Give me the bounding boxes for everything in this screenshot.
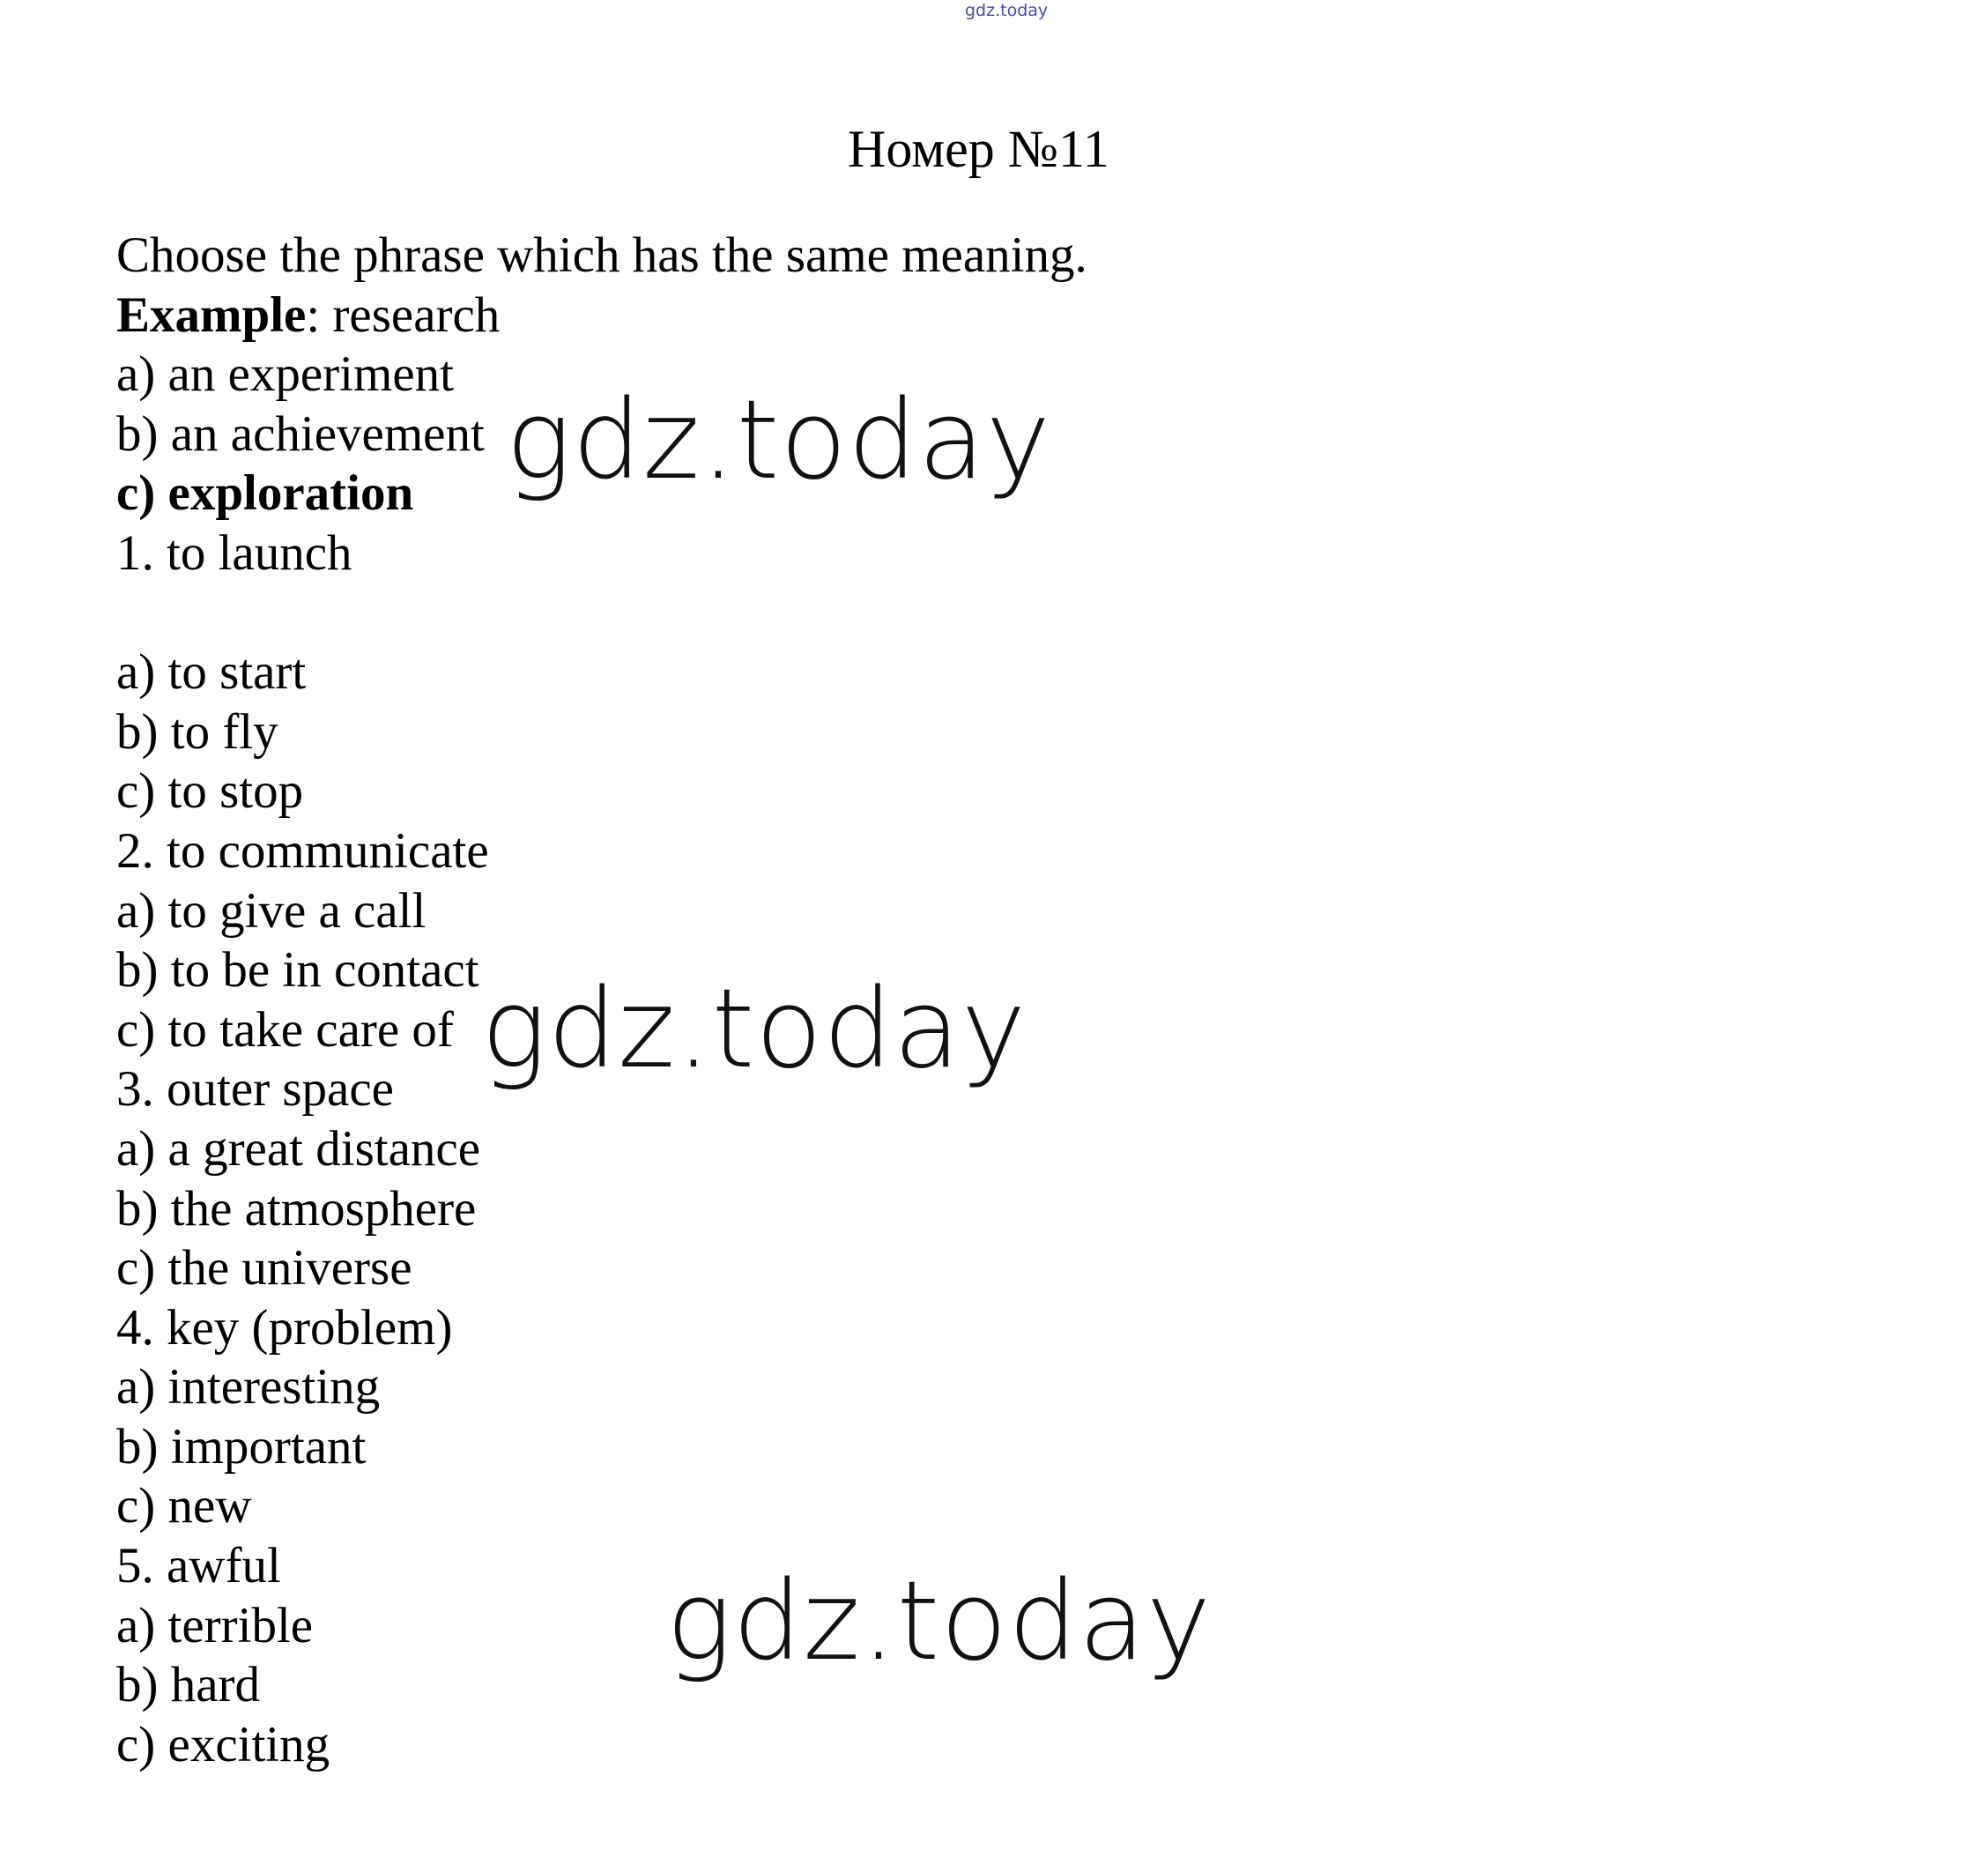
- example-label: Example: [116, 286, 307, 343]
- example-option-c-answer: c) exploration: [116, 465, 414, 522]
- item-3-option-a: a) a great distance: [116, 1120, 480, 1177]
- item-5-option-a: a) terrible: [116, 1597, 314, 1653]
- example-option-b: b) an achievement: [116, 405, 485, 462]
- item-5-option-c: c) exciting: [116, 1716, 330, 1772]
- watermark-logo: gdz.today: [506, 377, 1052, 504]
- item-4-option-a: a) interesting: [116, 1359, 381, 1415]
- item-3-option-b: b) the atmosphere: [116, 1180, 477, 1237]
- header-brand-logo: gdz.today: [965, 1, 1049, 20]
- item-2-option-b: b) to be in contact: [116, 942, 479, 999]
- item-1-option-c: c) to stop: [116, 763, 304, 820]
- example-line: [116, 286, 1350, 346]
- item-1-option-b: b) to fly: [116, 703, 278, 760]
- item-2-option-a: a) to give a call: [116, 882, 427, 939]
- page-title-text: Номер №11: [848, 120, 1109, 178]
- item-2-option-c: c) to take care of: [116, 1001, 454, 1058]
- item-3-option-c: c) the universe: [116, 1240, 412, 1297]
- watermark-logo: gdz.today: [481, 966, 1027, 1093]
- item-2-prompt: 2. to communicate: [116, 822, 489, 879]
- example-option-a: a) an experiment: [116, 346, 454, 403]
- blank-spacer: [116, 583, 1350, 643]
- item-4-option-b: b) important: [116, 1418, 367, 1475]
- item-4-option-c: c) new: [116, 1478, 252, 1534]
- instruction: Choose the phrase which has the same meaning.: [116, 227, 1087, 283]
- watermark-logo: gdz.today: [666, 1558, 1213, 1685]
- item-5-prompt: 5. awful: [116, 1538, 281, 1594]
- item-5-option-b: b) hard: [116, 1657, 261, 1713]
- item-3-prompt: 3. outer space: [116, 1061, 394, 1118]
- item-1-option-a: a) to start: [116, 644, 307, 701]
- item-1-prompt: 1. to launch: [116, 524, 352, 581]
- item-4-prompt: 4. key (problem): [116, 1299, 453, 1356]
- example-word: : research: [306, 286, 501, 343]
